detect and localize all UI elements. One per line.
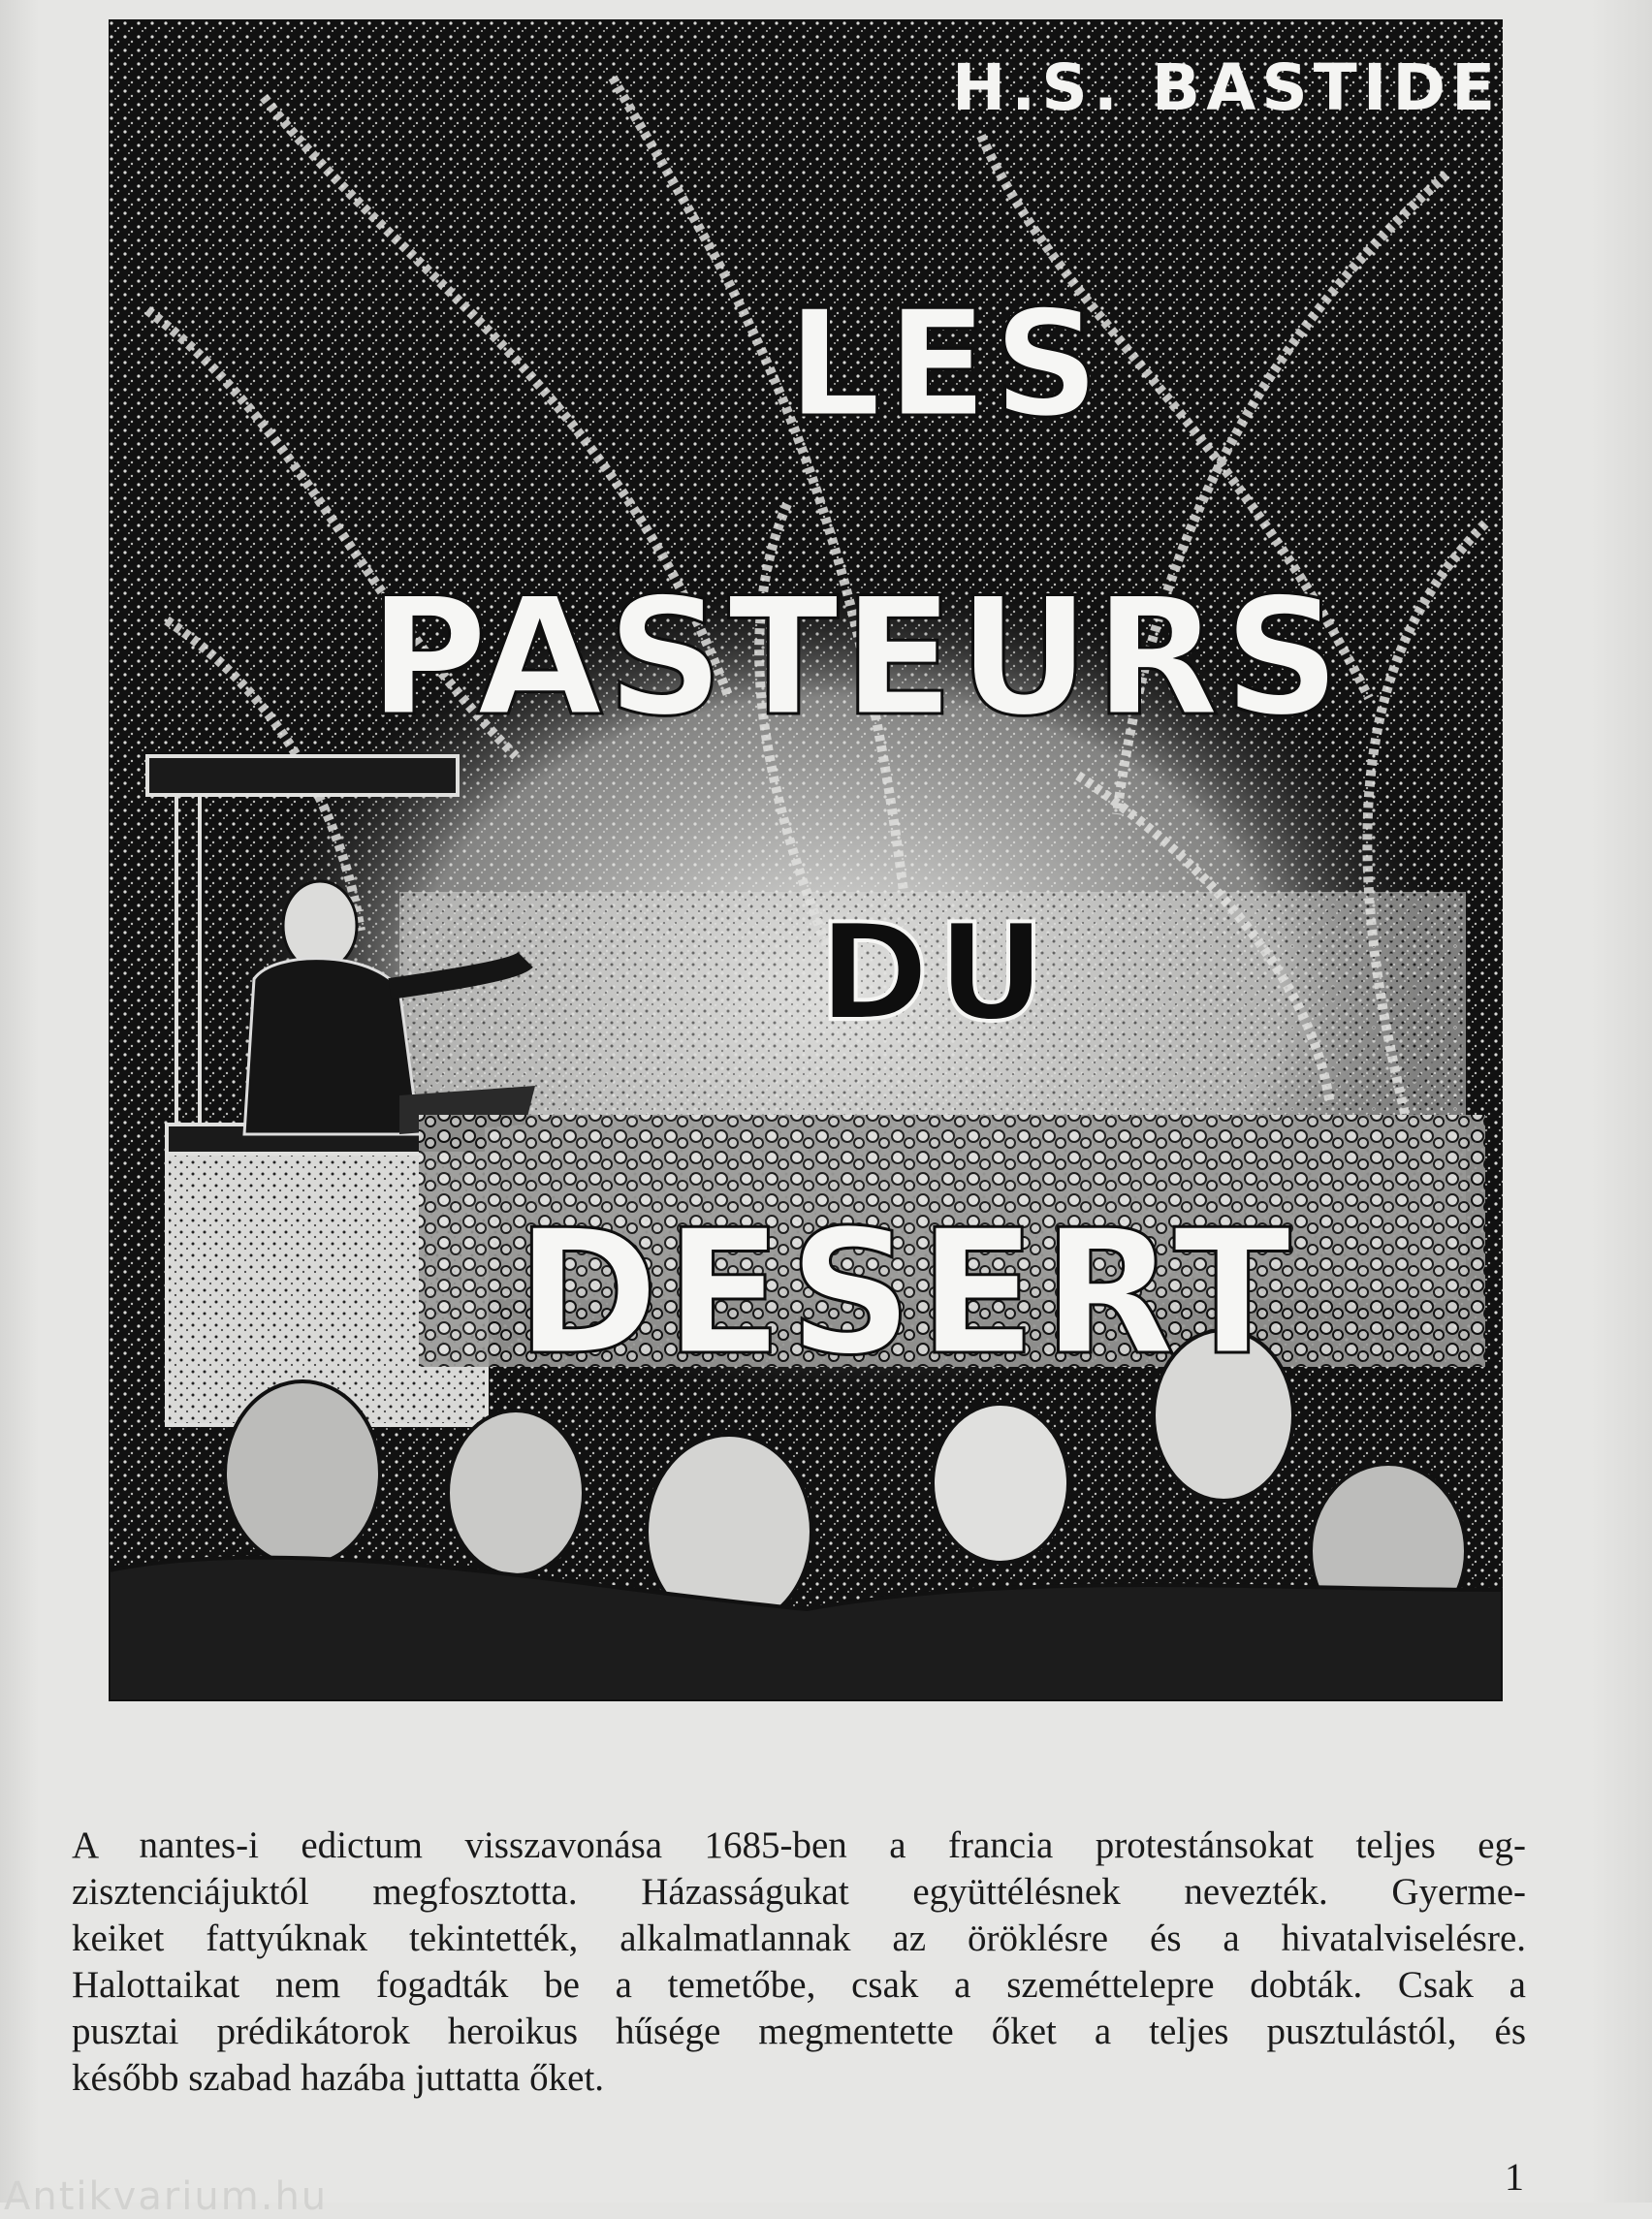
caption-paragraph: [72, 1823, 1526, 2102]
title-word-du: DU: [818, 895, 1054, 1051]
caption-line: később szabad hazába juttatta őket.: [72, 2057, 605, 2099]
title-word-pasteurs: PASTEURS: [368, 562, 1345, 752]
author-name: H.S. BASTIDE: [952, 50, 1502, 125]
page-number: 1: [1505, 2155, 1524, 2199]
caption-line: Halottaikat nem fogadták be a temetőbe, csak a szeméttelepre dobták. Csak a: [72, 1964, 1526, 2006]
watermark: Antikvarium.hu: [4, 2174, 329, 2219]
caption-line: zisztenciájuktól megfosztotta. Házasságukat együttélésnek nevezték. Gyerme-: [72, 1871, 1526, 1913]
caption-line: pusztai prédikátorok heroikus hűsége megmentette őket a teljes pusztulástól, és: [72, 2011, 1526, 2052]
title-word-les: LES: [787, 278, 1106, 450]
engraving-artwork: [109, 19, 1503, 1701]
title-word-desert: DESERT: [516, 1192, 1297, 1393]
cover-illustration: [109, 19, 1503, 1701]
caption-line: keiket fattyúknak tekintették, alkalmatlannak az öröklésre és a hivatalviselésre.: [72, 1918, 1526, 1959]
caption-line: A nantes-i edictum visszavonása 1685-ben a francia protestánsokat teljes eg-: [72, 1824, 1526, 1866]
